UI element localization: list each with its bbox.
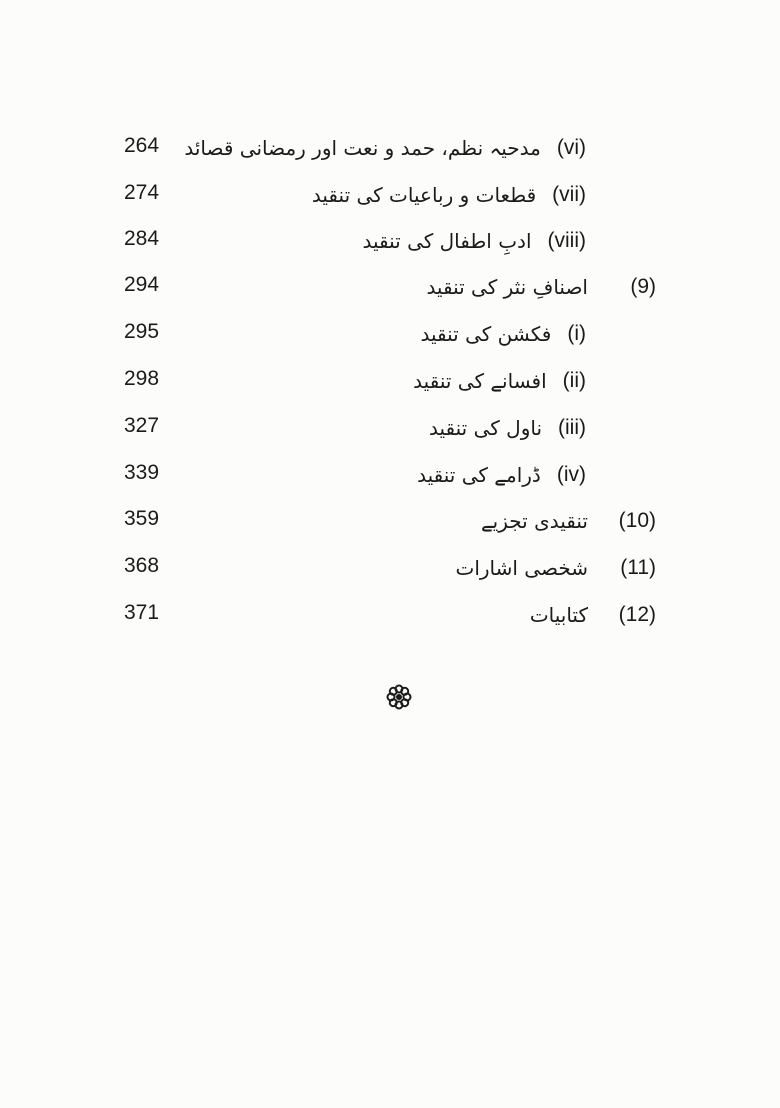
toc-entry (0, 267, 780, 307)
entry-title: ڈرامے کی تنقید (417, 463, 541, 487)
entry-marker: (ii) (562, 369, 586, 392)
toc-entry (0, 175, 780, 215)
entry-marker: (10) (618, 509, 656, 532)
entry-title: قطعات و رباعیات کی تنقید (311, 183, 537, 207)
entry-title: ادبِ اطفال کی تنقید (362, 229, 532, 253)
toc-entry (0, 501, 780, 541)
page-number: 368 (124, 554, 160, 577)
entry-marker: (vii) (552, 183, 586, 206)
entry-line (180, 221, 586, 261)
page-number: 339 (124, 461, 160, 484)
entry-line (180, 548, 656, 588)
entry-marker: (12) (618, 603, 656, 626)
page-number: 284 (124, 227, 160, 250)
entry-marker: (i) (567, 322, 586, 345)
entry-marker: (viii) (547, 229, 586, 252)
entry-marker: (11) (620, 556, 656, 579)
toc-entry (0, 128, 780, 168)
flower-ornament-icon (386, 684, 412, 710)
entry-title: مدحیہ نظم، حمد و نعت اور رمضانی قصائد (184, 136, 541, 160)
page-number: 298 (124, 367, 160, 390)
entry-line (180, 595, 656, 635)
entry-title: ناول کی تنقید (429, 416, 543, 440)
entry-title: افسانے کی تنقید (413, 369, 547, 393)
entry-line (180, 501, 656, 541)
toc-entry (0, 548, 780, 588)
toc-entry (0, 361, 780, 401)
toc-entry (0, 595, 780, 635)
entry-marker: (iv) (556, 463, 586, 486)
entry-marker: (iii) (558, 416, 586, 439)
page-number: 274 (124, 181, 160, 204)
entry-title: اصنافِ نثر کی تنقید (426, 275, 588, 299)
page-number: 295 (124, 320, 160, 343)
entry-line (180, 314, 586, 354)
entry-title: کتابیات (529, 603, 588, 627)
entry-line (180, 267, 656, 307)
entry-marker: (vi) (556, 136, 586, 159)
toc-entry (0, 314, 780, 354)
page-number: 264 (124, 134, 160, 157)
entry-line (180, 455, 586, 495)
toc-entry (0, 408, 780, 448)
entry-title: شخصی اشارات (455, 556, 588, 580)
page-number: 359 (124, 507, 160, 530)
entry-line (180, 175, 586, 215)
page-number: 327 (124, 414, 160, 437)
page-number: 371 (124, 601, 160, 624)
entry-line (180, 128, 586, 168)
entry-title: تنقیدی تجزیے (480, 509, 588, 533)
page-number: 294 (124, 273, 160, 296)
toc-entry (0, 221, 780, 261)
entry-title: فکشن کی تنقید (420, 322, 552, 346)
entry-line (180, 361, 586, 401)
toc-entry (0, 455, 780, 495)
entry-marker: (9) (630, 275, 656, 298)
entry-line (180, 408, 586, 448)
